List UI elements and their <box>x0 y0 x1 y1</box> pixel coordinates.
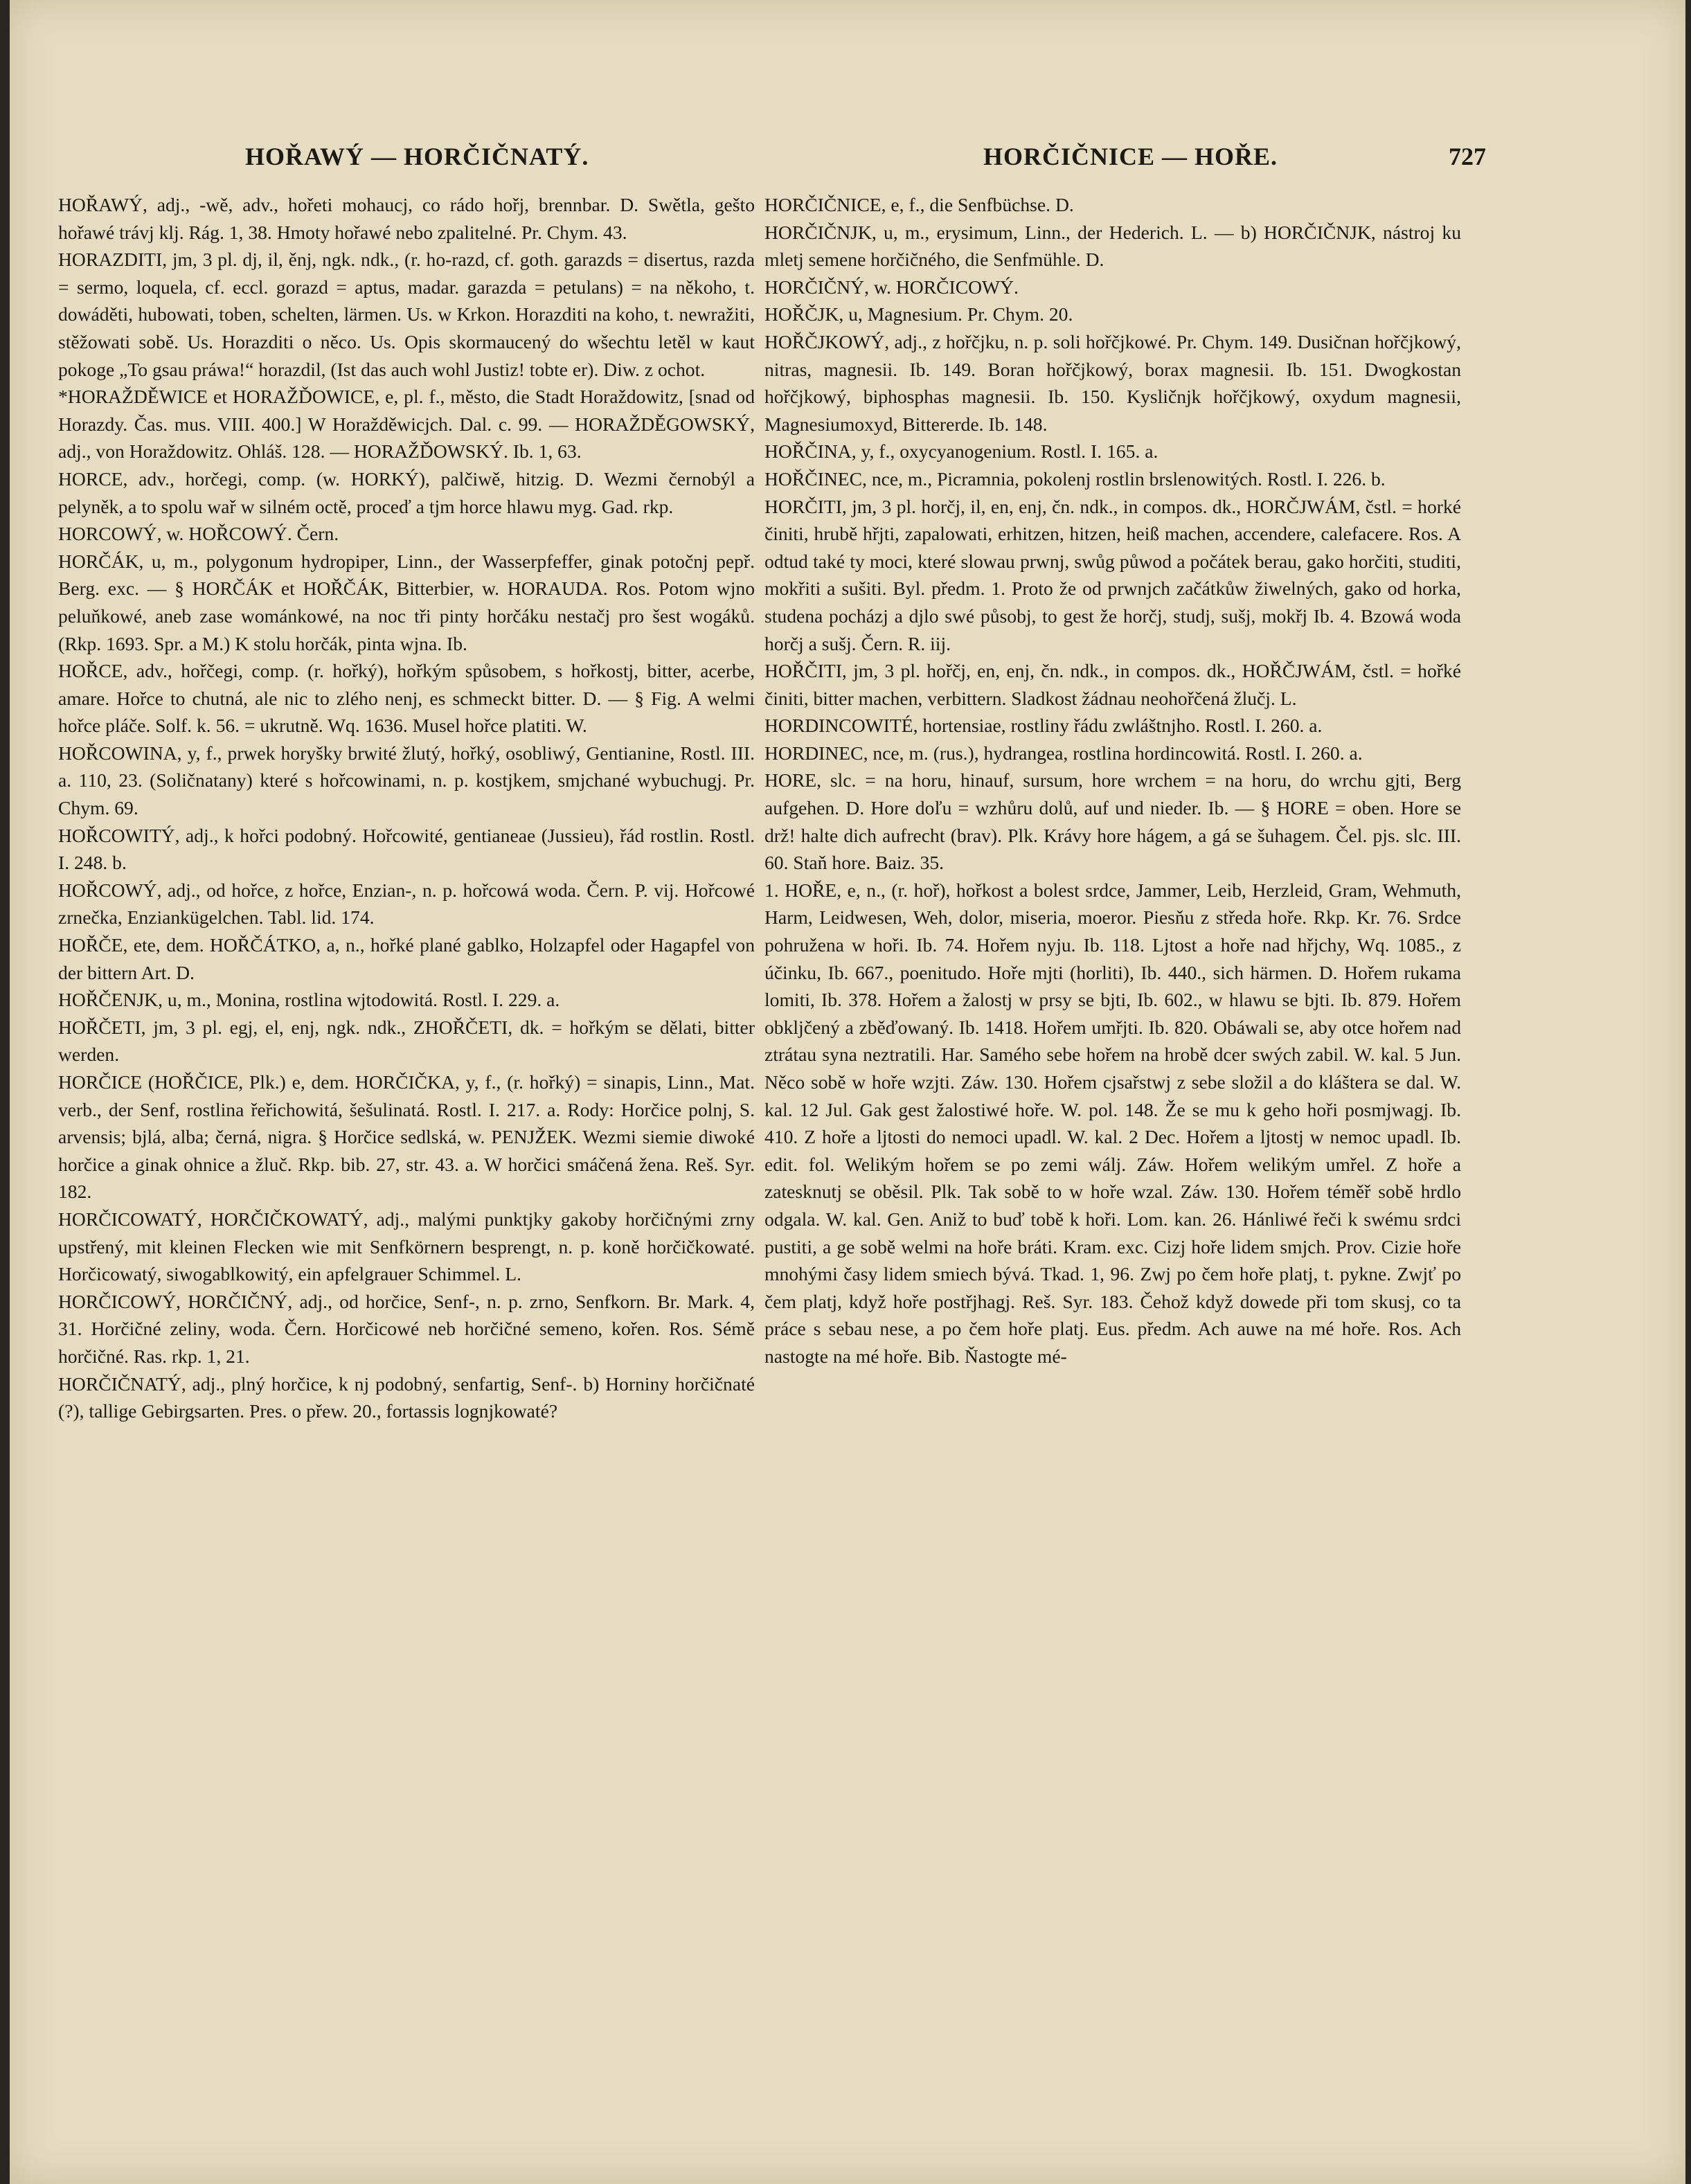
dictionary-entry: HORDINEC, nce, m. (rus.), hydrangea, rostlina hordincowitá. Rostl. I. 260. a. <box>764 742 1363 764</box>
dictionary-entry: HOŘCE, adv., hořčegi, comp. (r. hořký), hořkým spůsobem, s hořkostj, bitter, acerbe, amare. Hořce to chutná, ale nic to zlého nenj, es schmeckt bitter. D. — § Fig. A welmi hořce pláče. Solf. k. 56. = ukrutně. Wq. 1636. Musel hořce platiti. W. <box>58 660 755 737</box>
dictionary-entry: HORČÁK, u, m., polygonum hydropiper, Linn., der Wasserpfeffer, ginak potočnj pepř. Berg. exc. — § HORČÁK et HOŘČÁK, Bitterbier, w. HORAUDA. Ros. Potom wjno peluňkowé, aneb zase wománkowé, na noc tři pinty horčáku nestačj pro šest wogáků. (Rkp. 1693. Spr. a M.) K stolu horčák, pinta wjna. Ib. <box>58 550 755 654</box>
dictionary-entry: HOŘČENJK, u, m., Monina, rostlina wjtodowitá. Rostl. I. 229. a. <box>58 989 560 1011</box>
dictionary-entry: HORČIČNJK, u, m., erysimum, Linn., der Hederich. L. — b) HORČIČNJK, nástroj ku mletj semene horčičného, die Senfmühle. D. <box>764 221 1461 271</box>
dictionary-page <box>10 0 1685 2184</box>
dictionary-entry: HORČICOWÝ, HORČIČNÝ, adj., od horčice, Senf-, n. p. zrno, Senfkorn. Br. Mark. 4, 31. Horčičné zeliny, woda. Čern. Horčicowé neb horčičné semeno, kořen. Ros. Sémě horčičné. Ras. rkp. 1, 21. <box>58 1290 755 1367</box>
dictionary-entry: HORDINCOWITÉ, hortensiae, rostliny řádu zwláštnjho. Rostl. I. 260. a. <box>764 715 1323 737</box>
dictionary-entry: HOŘCOWINA, y, f., prwek horyšky brwité žlutý, hořký, osobliwý, Gentianine, Rostl. III. a. 110, 23. (Soličnatany) které s hořcowinami, n. p. kostjkem, smjchané wybuchugj. Pr. Chym. 69. <box>58 742 755 819</box>
dictionary-entry: HOŘČJK, u, Magnesium. Pr. Chym. 20. <box>764 303 1073 325</box>
dictionary-entry: HORČICE (HOŘČICE, Plk.) e, dem. HORČIČKA, y, f., (r. hořký) = sinapis, Linn., Mat. verb., der Senf, rostlina řeřichowitá, šešulinatá. Rostl. I. 217. a. Rody: Horčice polnj, S. arvensis; bjlá, alba; černá, nigra. § Horčice sedlská, w. PENJŽEK. Wezmi siemie diwoké horčice a ginak ohnice a žluč. Rkp. bib. 27, str. 43. a. W horčici smáčená žena. Reš. Syr. 182. <box>58 1071 755 1203</box>
dictionary-entry: HOŘCOWÝ, adj., od hořce, z hořce, Enzian-, n. p. hořcowá woda. Čern. P. vij. Hořcowé zrnečka, Enziankügelchen. Tabl. lid. 174. <box>58 879 755 929</box>
dictionary-entry: HORČICOWATÝ, HORČIČKOWATÝ, adj., malými punktjky gakoby horčičnými zrny upstřený, mit kleinen Flecken wie mit Senfkörnern besprengt, n. p. koně horčičkowaté. Horčicowatý, siwogablkowitý, ein apfelgrauer Schimmel. L. <box>58 1208 755 1285</box>
dictionary-entry: HORCOWÝ, w. HOŘCOWÝ. Čern. <box>58 523 339 545</box>
dictionary-entry: *HORAŽDĚWICE et HORAŽĎOWICE, e, pl. f., město, die Stadt Horaždowitz, [snad od Horazdy. Čas. mus. VIII. 400.] W Horažděwicjch. Dal. c. 99. — HORAŽDĚGOWSKÝ, adj., von Horaždowitz. Ohláš. 128. — HORAŽĎOWSKÝ. Ib. 1, 63. <box>58 386 755 463</box>
running-head-right: HORČIČNICE — HOŘE. <box>983 143 1278 170</box>
dictionary-entry: HOŘAWÝ, adj., -wě, adv., hořeti mohaucj, co rádo hořj, brennbar. D. Swětla, gešto hořawé trávj klj. Rág. 1, 38. Hmoty hořawé nebo zpalitelné. Pr. Chym. 43. <box>58 194 755 243</box>
left-column <box>58 191 755 1964</box>
right-column <box>764 191 1461 1964</box>
dictionary-entry: HORČIČNÝ, w. HORČICOWÝ. <box>764 276 1019 298</box>
dictionary-entry: HOŘČJKOWÝ, adj., z hořčjku, n. p. soli hořčjkowé. Pr. Chym. 149. Dusičnan hořčjkowý, nitras, magnesii. Ib. 149. Boran hořčjkowý, borax magnesii. Ib. 151. Dwogkostan hořčjkowý, biphosphas magnesii. Ib. 150. Kysličnjk hořčjkowý, oxydum magnesii, Magnesiumoxyd, Bittererde. Ib. 148. <box>764 330 1461 435</box>
dictionary-entry: HORCE, adv., horčegi, comp. (w. HORKÝ), palčiwě, hitzig. D. Wezmi černobýl a pelyněk, a to spolu wař w silném octě, proceď a tjm horce hlawu myg. Gad. rkp. <box>58 467 755 517</box>
dictionary-entry: HORČIČNATÝ, adj., plný horčice, k nj podobný, senfartig, Senf-. b) Horniny horčičnaté (?), tallige Gebirgsarten. Pres. o přew. 20., fortassis lognjkowaté? <box>58 1372 755 1422</box>
dictionary-entry: 1. HOŘE, e, n., (r. hoř), hořkost a bolest srdce, Jammer, Leib, Herzleid, Gram, Wehmuth, Harm, Leidwesen, Weh, dolor, miseria, moeror. Piesňu z středa hoře. Rkp. Kr. 76. Srdce pohružena w hoři. Ib. 74. Hořem nyju. Ib. 118. Ljtost a hoře nad hřjchy, Wq. 1085., z účinku, Ib. 667., poenitudo. Hoře mjti (horliti), Ib. 440., sich härmen. D. Hořem rukama lomiti, Ib. 378. Hořem a žalostj w prsy se bjti, Ib. 602., w hlawu se bjti. Ib. 879. Hořem obkljčený a zběďowaný. Ib. 1418. Hořem umřjti. Ib. 820. Obáwali se, aby otce hořem nad ztrátau syna neztratili. Har. Samého sebe hořem na hrobě dcer swých zabil. W. kal. 5 Jun. Něco sobě w hoře wzjti. Záw. 130. Hořem cjsařstwj z sebe složil a do kláštera se dal. W. kal. 12 Jul. Gak gest žalostiwé hoře. W. pol. 148. Že se mu k geho hoři posmjwagj. Ib. 410. Z hoře a ljtosti do nemoci upadl. W. kal. 2 Dec. Hořem a ljtostj w nemoc upadl. Ib. edit. fol. Welikým hořem se po zemi wálj. Záw. Hořem welikým umřel. Z hoře a zatesknutj se oběsil. Plk. Tak sobě to w hoře wzal. Záw. 130. Hořem téměř sobě hrdlo odgala. W. kal. Gen. Aniž to buď tobě k hoři. Lom. kan. 26. Hánliwé řeči k swému srdci pustiti, a ge sobě welmi na hoře bráti. Kram. exc. Cizj hoře lidem smjch. Prov. Cizie hoře mnohými časy lidem smiech bývá. Tkad. 1, 96. Zwj po čem hoře platj, t. pykne. Zwjť po čem platj, když hoře postřjhagj. Reš. Syr. 183. Čehož když dowede při tom skusj, co ta práce s sebau nese, a po čem hoře platj. Eus. předm. Ach auwe na mé hoře. Ros. Ach nastogte na mé hoře. Bib. Ňastogte mé- <box>764 879 1461 1367</box>
dictionary-entry: HOŘČITI, jm, 3 pl. hořčj, en, enj, čn. ndk., in compos. dk., HOŘČJWÁM, čstl. = hořké činiti, bitter machen, verbittern. Sladkost žádnau neohořčená žlučj. L. <box>764 660 1461 709</box>
dictionary-entry: HOŘČINEC, nce, m., Picramnia, pokolenj rostlin brslenowitých. Rostl. I. 226. b. <box>764 467 1386 490</box>
dictionary-entry: HOŘČETI, jm, 3 pl. egj, el, enj, ngk. ndk., ZHOŘČETI, dk. = hořkým se dělati, bitter werden. <box>58 1016 755 1066</box>
dictionary-entry: HOŘCOWITÝ, adj., k hořci podobný. Hořcowité, gentianeae (Jussieu), řád rostlin. Rostl. I. 248. b. <box>58 824 755 874</box>
dictionary-entry: HOŘČE, ete, dem. HOŘČÁTKO, a, n., hořké plané gablko, Holzapfel oder Hagapfel von der bittern Art. D. <box>58 934 755 983</box>
dictionary-entry: HORČITI, jm, 3 pl. horčj, il, en, enj, čn. ndk., in compos. dk., HORČJWÁM, čstl. = horké činiti, hrubě hřjti, zapalowati, erhitzen, hitzen, heiß machen, accendere, calefacere. Ros. A odtud také ty moci, které slowau prwnj, swůg půwod a počátek berau, gako horčiti, studiti, mokřiti a sušiti. Byl. předm. 1. Proto že od prwnjch začátkůw žiwelných, gako od horka, studena pocházj a djlo swé působj, to gest že horčj, studj, sušj, mokřj Ib. 4. Bzowá woda horčj a sušj. Čern. R. iij. <box>764 495 1461 654</box>
dictionary-entry: HORE, slc. = na horu, hinauf, sursum, hore wrchem = na horu, do wrchu gjti, Berg aufgehen. D. Hore doľu = wzhůru dolů, auf und nieder. Ib. — § HORE = oben. Hore se drž! halte dich aufrecht (brav). Plk. Krávy hore hágem, a gá se šuhagem. Čel. pjs. slc. III. 60. Staň hore. Baiz. 35. <box>764 769 1461 874</box>
page-number: 727 <box>1449 143 1486 170</box>
dictionary-entry: HORČIČNICE, e, f., die Senfbüchse. D. <box>764 194 1074 215</box>
running-head-left: HOŘAWÝ — HORČIČNATÝ. <box>245 143 589 170</box>
dictionary-entry: HOŘČINA, y, f., oxycyanogenium. Rostl. I. 165. a. <box>764 440 1158 463</box>
dictionary-entry: HORAZDITI, jm, 3 pl. dj, il, ěnj, ngk. ndk., (r. ho-razd, cf. goth. garazds = disertus, razda = sermo, loquela, cf. eccl. gorazd = aptus, madar. garazda = petulans) = na někoho, t. dowáděti, hubowati, toben, schelten, lärmen. Us. w Krkon. Horazditi na koho, t. newražiti, stěžowati sobě. Us. Horazditi o něco. Us. Opis skormaucený do wšechtu letěl w kaut pokoge „To gsau práwa!“ horazdil, (Ist das auch wohl Justiz! tobte er). Diw. z ochot. <box>58 249 755 380</box>
